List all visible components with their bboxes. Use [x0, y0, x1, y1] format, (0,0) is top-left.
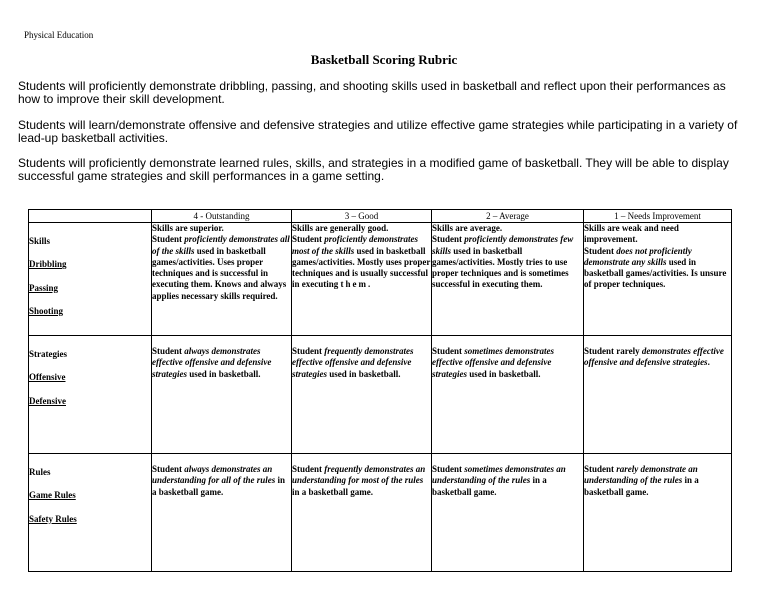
cell-text: Skills are weak and need improvement. Student does not proficiently demonstrate any skills used in basketball games/activities. Is unsure of proper techniques.	[584, 223, 727, 290]
rubric-cell	[292, 223, 432, 336]
cell-text: Student frequently demonstrates effective offensive and defensive strategies used in basketball.	[292, 346, 414, 379]
column-header-outstanding: 4 - Outstanding	[152, 210, 292, 223]
rubric-cell	[292, 336, 432, 454]
rubric-header-row	[29, 210, 732, 223]
cell-text: Skills are average. Student proficiently demonstrates few skills used in basketball games/activities. Mostly tries to use proper techniques and is sometimes successful in executing them.	[432, 223, 574, 290]
criteria-sub-label: Shooting	[29, 305, 64, 316]
rubric-cell	[432, 223, 584, 336]
cell-text: Student sometimes demonstrates an understanding of the rules in a basketball game.	[432, 464, 566, 497]
criteria-cell	[29, 454, 152, 572]
objective-paragraph-2: Students will learn/demonstrate offensive and defensive strategies and utilize effective game strategies while participating in a variety of lead-up basketball activities.	[18, 118, 738, 145]
criteria-sub-label: Offensive	[29, 372, 66, 383]
rubric-cell	[152, 223, 292, 336]
criteria-sub-label: Safety Rules	[29, 513, 77, 524]
rubric-cell	[584, 336, 732, 454]
cell-text: Student always demonstrates effective offensive and defensive strategies used in basketball.	[152, 346, 272, 379]
objective-paragraph-3: Students will proficiently demonstrate learned rules, skills, and strategies in a modified game of basketball. They will be able to display successful game strategies and skill performances in a game setting.	[18, 156, 729, 183]
criteria-label: Rules	[29, 467, 51, 477]
cell-text: Skills are generally good. Student proficiently demonstrates most of the skills used in basketball games/activities. Mostly uses proper techniques and is usually successful in executing them.	[292, 223, 431, 290]
column-header-needs-improvement: 1 – Needs Improvement	[584, 210, 732, 223]
rubric-cell	[292, 454, 432, 572]
criteria-sub-label: Game Rules	[29, 490, 76, 501]
cell-text: Student frequently demonstrates an understanding for most of the rules in a basketball game.	[292, 464, 426, 497]
cell-text: Skills are superior. Student proficiently demonstrates all of the skills used in basketball games/activities. Uses proper techniques and is successful in executing them. Knows and always applies necessary skills required.	[152, 223, 290, 301]
criteria-label: Skills	[29, 236, 51, 246]
rubric-table	[28, 209, 732, 572]
criteria-header-cell	[29, 210, 152, 223]
cell-text: Student sometimes demonstrates effective offensive and defensive strategies used in basketball.	[432, 346, 555, 379]
cell-text: Student rarely demonstrate an understanding of the rules in a basketball game.	[584, 464, 699, 497]
criteria-cell	[29, 223, 152, 336]
rubric-row-skills	[29, 223, 732, 336]
rubric-row-strategies	[29, 336, 732, 454]
rubric-cell	[432, 336, 584, 454]
page-title: Basketball Scoring Rubric	[310, 52, 458, 67]
rubric-row-rules	[29, 454, 732, 572]
rubric-cell	[152, 454, 292, 572]
criteria-sub-label: Defensive	[29, 395, 66, 406]
header-label: Physical Education	[24, 30, 94, 40]
rubric-cell	[584, 223, 732, 336]
rubric-cell	[152, 336, 292, 454]
criteria-sub-label: Passing	[29, 282, 59, 293]
criteria-sub-label: Dribbling	[29, 259, 67, 270]
cell-text: Student always demonstrates an understanding for all of the rules in a basketball game.	[152, 464, 286, 497]
criteria-label: Strategies	[29, 349, 67, 359]
cell-text: Student rarely demonstrates effective offensive and defensive strategies.	[584, 346, 724, 368]
criteria-cell	[29, 336, 152, 454]
objective-paragraph-1: Students will proficiently demonstrate dribbling, passing, and shooting skills used in basketball and reflect upon their performances as how to improve their skill development.	[18, 79, 726, 106]
column-header-good: 3 – Good	[292, 210, 432, 223]
rubric-cell	[432, 454, 584, 572]
rubric-cell	[584, 454, 732, 572]
column-header-average: 2 – Average	[432, 210, 584, 223]
